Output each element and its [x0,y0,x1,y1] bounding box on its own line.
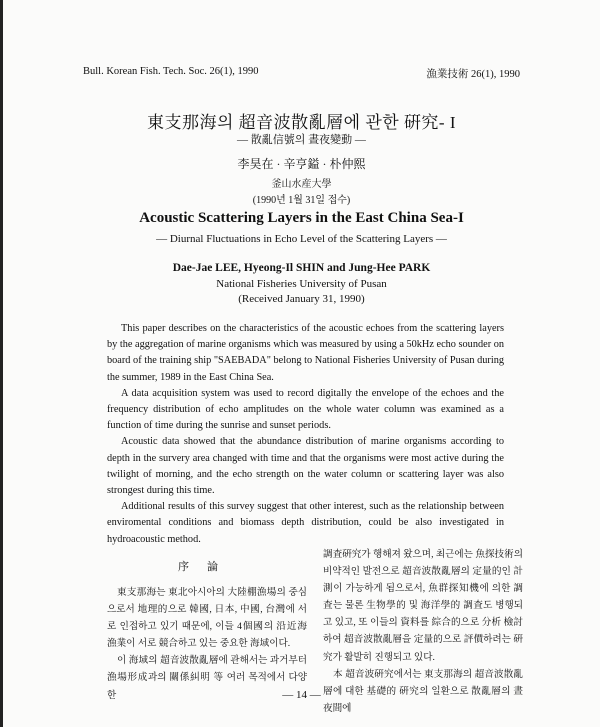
journal-citation-korean: 漁業技術 26(1), 1990 [426,69,520,80]
english-affiliation: National Fisheries University of Pusan [216,278,387,290]
body-column-left [107,584,307,704]
english-subtitle: — Diurnal Fluctuations in Echo Level of the Scattering Layers — [156,233,447,245]
abstract-paragraph: Additional results of this survey suggest that other interest, such as the relationship between enviromental conditions and biomass depth distribution, could be also investigated in hydroacoustic method. [107,501,504,545]
english-title: Acoustic Scattering Layers in the East China Sea-I [139,210,464,226]
body-paragraph: 이 海域의 超音波散亂層에 관해서는 과거부터 漁場形成과의 關係糾明 等 여러 목적에서 다양한 [107,655,307,701]
abstract-paragraph: A data acquisition system was used to record digitally the envelope of the echoes and the frequency distribution of echo amplitudes on the whole water column was examined as a function of time during the sunrise and sunset periods. [107,387,504,432]
page-number: — 14 — [282,689,321,701]
english-authors: Dae-Jae LEE, Hyeong-Il SHIN and Jung-Hee PARK [172,262,431,274]
abstract-paragraph: This paper describes on the characteristics of the acoustic echoes from the scattering layers by the aggregation of marine organisms which was measured by using a 50kHz echo sounder on board of the training ship "SAEBADA" belong to National Fisheries University of Pusan during the summer, 1989 in the East China Sea. [107,323,504,383]
korean-title: 東支那海의 超音波散亂層에 관한 硏究- I [146,113,456,132]
abstract-paragraph: Acoustic data showed that the abundance distribution of marine organisms according to depth in the survery area changed with time and that the organisms were most active during the twilight of morning, and the echo strength on the water column or scattering layer was also strongest during this time. [107,436,504,497]
running-header [83,66,520,81]
body-paragraph: 調査硏究가 행해져 왔으며, 최근에는 魚探技術의 비약적인 발전으로 超音波散亂層의 定量的인 計測이 가능하게 됨으로서, 魚群探知機에 의한 調査는 물론 生物學的 및 海洋學的 調査도 병행되고 있고, 또 이들의 資料를 綜合的으로 分析 檢討하여 超音波散亂層을 定量的으로 評價하려는 硏究가 활발히 진행되고 있다. [323,549,523,663]
section-heading-introduction: 序論 [178,561,236,573]
korean-authors: 李昊在 · 辛亨鎰 · 朴仲熙 [237,157,366,171]
korean-received-date: (1990년 1월 31일 접수) [252,195,351,206]
body-paragraph: 本 超音波硏究에서는 東支那海의 超音波散亂層에 대한 基礎的 硏究의 일환으로 散亂層의 晝夜間에 [323,668,523,714]
journal-citation-english: Bull. Korean Fish. Tech. Soc. 26(1), 1990 [83,66,259,77]
body-paragraph: 東支那海는 東北아시아의 大陸棚漁場의 중심으로서 地理的으로 韓國, 日本, 中國, 台灣에 서로 인접하고 있기 때문에, 이들 4個國의 沿近海 漁業이 서로 競合하고 있는 중요한 海域이다. [107,587,307,650]
english-received-date: (Received January 31, 1990) [238,293,365,305]
korean-affiliation: 釜山水産大學 [271,179,332,190]
korean-subtitle: — 散亂信號의 晝夜變動 — [237,134,366,146]
abstract [107,321,504,548]
